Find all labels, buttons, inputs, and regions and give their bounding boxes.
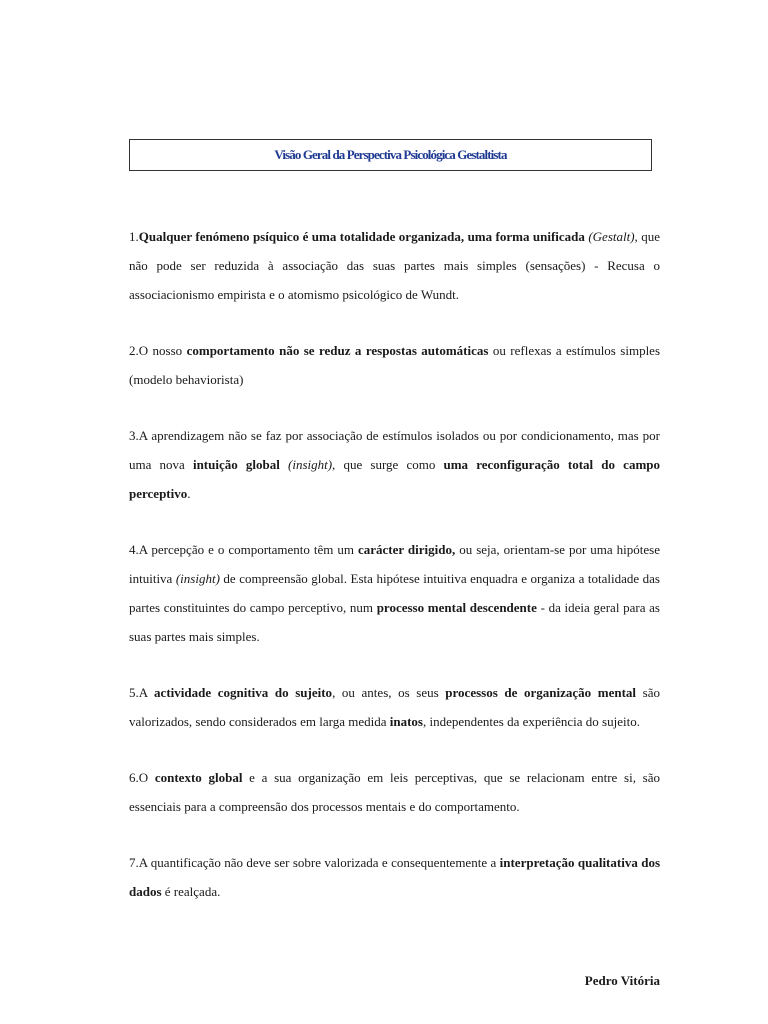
bold-text: actividade cognitiva do sujeito xyxy=(154,685,333,700)
bold-text: contexto global xyxy=(154,770,243,785)
bold-text: processo mental descendente xyxy=(376,600,537,615)
italic-text: (insight) xyxy=(175,571,220,586)
list-item xyxy=(129,678,660,736)
bold-text: inatos xyxy=(389,714,423,729)
text: A quantificação não deve ser sobre valorizada e consequentemente a xyxy=(138,855,500,870)
text: é realçada. xyxy=(161,884,221,899)
bold-text: processos de organização mental xyxy=(445,685,637,700)
item-number: 1. xyxy=(129,229,139,244)
text: , ou antes, os seus xyxy=(332,685,446,700)
text: ou seja, orientam-se por uma hipótese intuitiva xyxy=(129,542,660,586)
text: . xyxy=(187,486,191,501)
text: ou reflexas a estímulos simples (modelo behaviorista) xyxy=(129,343,661,387)
list-item xyxy=(129,848,660,906)
text: que surge como xyxy=(335,457,444,472)
item-number: 6. xyxy=(129,770,139,785)
item-number: 2. xyxy=(129,343,139,358)
document-body xyxy=(129,222,660,933)
italic-text: (insight), xyxy=(288,457,336,472)
text: de compreensão global. Esta hipótese intuitiva enquadra e organiza a totalidade das partes constituintes do campo perceptivo, num xyxy=(129,571,660,615)
item-number: 4. xyxy=(129,542,139,557)
text: são valorizados, sendo considerados em larga medida xyxy=(129,685,660,729)
list-item xyxy=(129,336,660,394)
italic-text: (Gestalt), xyxy=(588,229,638,244)
bold-text: Qualquer fenómeno psíquico é uma totalidade organizada, uma forma unificada xyxy=(138,229,585,244)
text: A xyxy=(138,685,155,700)
text: , independentes da experiência do sujeito. xyxy=(423,714,640,729)
bold-text: interpretação qualitativa dos dados xyxy=(129,855,661,899)
bold-text: carácter dirigido, xyxy=(357,542,456,557)
list-item xyxy=(129,421,660,508)
text: O nosso xyxy=(138,343,187,358)
list-item xyxy=(129,222,660,309)
document-title: Visão Geral da Perspectiva Psicológica Gestaltista xyxy=(274,147,507,162)
list-item xyxy=(129,763,660,821)
bold-text: intuição global xyxy=(192,457,280,472)
author-signature: Pedro Vitória xyxy=(584,973,660,988)
item-number: 7. xyxy=(129,855,139,870)
text: - da ideia geral para as suas partes mais simples. xyxy=(129,600,660,644)
text: O xyxy=(138,770,155,785)
item-number: 5. xyxy=(129,685,139,700)
text xyxy=(280,457,288,472)
bold-text: uma reconfiguração total do campo perceptivo xyxy=(129,457,661,501)
text: que não pode ser reduzida à associação das suas partes mais simples (sensações) - Recusa o associacionismo empirista e o atomismo psicológico de Wundt. xyxy=(129,229,660,302)
text: A aprendizagem não se faz por associação de estímulos isolados ou por condicionamento, mas por uma nova xyxy=(129,428,660,472)
text: A percepção e o comportamento têm um xyxy=(138,542,358,557)
bold-text: comportamento não se reduz a respostas automáticas xyxy=(186,343,489,358)
list-item xyxy=(129,535,660,651)
item-number: 3. xyxy=(129,428,139,443)
title-box xyxy=(129,139,652,171)
text: e a sua organização em leis perceptivas, que se relacionam entre si, são essenciais para a compreensão dos processos mentais e do comportamento. xyxy=(129,770,660,814)
